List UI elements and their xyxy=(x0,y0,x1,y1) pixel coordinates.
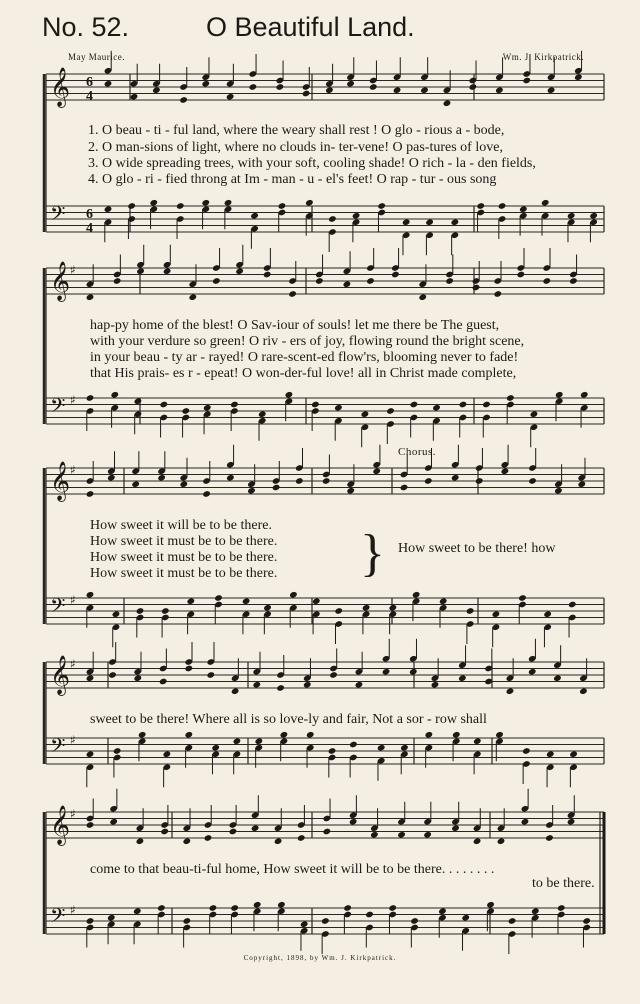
note-head xyxy=(163,750,172,758)
verse-line: 4. O glo - ri - fied throng at Im - man - u - el's feet! O rap - tur - ous song xyxy=(88,172,497,187)
note-head xyxy=(397,831,406,839)
note-head xyxy=(461,914,470,922)
note-head xyxy=(498,202,507,210)
chorus-line: How sweet it must be to be there. xyxy=(90,550,278,565)
note-head xyxy=(423,831,432,839)
note-head xyxy=(519,205,528,213)
note-head xyxy=(263,271,272,279)
note-head xyxy=(274,837,283,845)
note-head xyxy=(186,597,195,605)
note-head xyxy=(410,917,419,925)
note-head xyxy=(568,601,577,609)
note-head xyxy=(352,212,361,220)
note-head xyxy=(473,837,482,845)
note-head xyxy=(346,487,355,495)
note-head xyxy=(492,610,501,618)
note-head xyxy=(431,681,440,689)
note-head xyxy=(229,828,238,836)
note-head xyxy=(386,407,395,415)
note-head xyxy=(452,731,461,739)
note-head xyxy=(543,610,552,618)
note-head xyxy=(289,591,298,599)
note-head xyxy=(542,277,551,285)
note-head xyxy=(451,474,460,482)
note-head xyxy=(517,271,526,279)
note-head xyxy=(445,277,454,285)
note-head xyxy=(402,218,411,226)
note-head xyxy=(179,480,188,488)
note-head xyxy=(86,293,95,301)
note-head xyxy=(209,904,218,912)
note-head xyxy=(459,401,468,409)
note-head xyxy=(343,904,352,912)
note-head xyxy=(372,467,381,475)
note-head xyxy=(475,477,484,485)
note-head xyxy=(226,474,235,482)
note-head xyxy=(361,410,370,418)
note-head xyxy=(355,681,364,689)
note-head xyxy=(242,597,251,605)
note-head xyxy=(541,199,550,207)
note-head xyxy=(302,90,311,98)
note-head xyxy=(203,404,212,412)
lyricist-credit: May Maurice. xyxy=(68,52,125,62)
note-head xyxy=(393,86,402,94)
sharp-icon: ♯ xyxy=(70,733,76,747)
note-head xyxy=(531,907,540,915)
note-head xyxy=(325,86,334,94)
note-head xyxy=(321,917,330,925)
note-head xyxy=(506,394,515,402)
treble-clef-icon: 𝄞 xyxy=(50,655,71,695)
note-head xyxy=(530,410,539,418)
note-head xyxy=(249,83,258,91)
note-head xyxy=(113,747,122,755)
note-head xyxy=(521,818,530,826)
bass-clef-icon: 𝄢 xyxy=(50,394,66,422)
note-head xyxy=(104,205,113,213)
echo-line: to be there. xyxy=(532,876,595,891)
note-head xyxy=(409,668,418,676)
note-head xyxy=(458,674,467,682)
note-head xyxy=(136,267,145,275)
note-head xyxy=(473,737,482,745)
note-head xyxy=(315,277,324,285)
note-head xyxy=(280,731,289,739)
note-head xyxy=(547,86,556,94)
note-head xyxy=(377,744,386,752)
treble-clef-icon: 𝄞 xyxy=(50,461,71,501)
note-head xyxy=(297,834,306,842)
note-head xyxy=(86,674,95,682)
note-head xyxy=(212,277,221,285)
verse-line: with your verdure so green! O riv - ers of joy, flowing round the bright scene, xyxy=(90,334,525,349)
chorus-label: Chorus. xyxy=(398,446,437,458)
note-head xyxy=(86,750,95,758)
note-head xyxy=(188,293,197,301)
note-head xyxy=(247,487,256,495)
note-head xyxy=(443,99,452,107)
note-head xyxy=(258,410,267,418)
time-signature: 4 xyxy=(86,89,93,104)
chorus-refrain: How sweet to be there! how xyxy=(398,541,556,556)
note-head xyxy=(425,731,434,739)
note-head xyxy=(108,671,117,679)
note-head xyxy=(86,394,95,402)
note-head xyxy=(554,487,563,495)
note-head xyxy=(288,290,297,298)
note-head xyxy=(157,904,166,912)
note-head xyxy=(400,744,409,752)
treble-clef-icon: 𝄞 xyxy=(50,805,71,845)
note-head xyxy=(255,737,264,745)
note-head xyxy=(432,404,441,412)
note-head xyxy=(235,267,244,275)
note-head xyxy=(131,480,140,488)
note-head xyxy=(334,607,343,615)
note-head xyxy=(107,914,116,922)
note-head xyxy=(183,917,192,925)
note-head xyxy=(204,834,213,842)
note-head xyxy=(201,199,210,207)
note-head xyxy=(439,597,448,605)
time-signature: 4 xyxy=(86,221,93,236)
note-head xyxy=(161,607,170,615)
hymn-title: O Beautiful Land. xyxy=(206,12,415,42)
bass-clef-icon: 𝄢 xyxy=(50,734,66,762)
note-head xyxy=(366,277,375,285)
staff-lines xyxy=(46,738,604,764)
note-head xyxy=(579,687,588,695)
note-head xyxy=(160,828,169,836)
note-head xyxy=(528,668,537,676)
note-head xyxy=(305,199,314,207)
note-head xyxy=(211,744,220,752)
note-head xyxy=(272,484,281,492)
note-head xyxy=(184,665,193,673)
chorus-line: come to that beau-ti-ful home, How sweet it will be to be there. . . . . . . . xyxy=(90,862,495,877)
note-head xyxy=(553,674,562,682)
note-head xyxy=(136,837,145,845)
note-head xyxy=(469,83,478,91)
note-head xyxy=(418,293,427,301)
verse-line: 1. O beau - ti - ful land, where the weary shall rest ! O glo - rious a - bode, xyxy=(88,123,505,138)
bass-clef-icon: 𝄢 xyxy=(50,904,66,932)
note-head xyxy=(334,404,343,412)
note-head xyxy=(112,610,121,618)
note-head xyxy=(522,747,531,755)
note-head xyxy=(159,401,168,409)
note-head xyxy=(569,277,578,285)
note-head xyxy=(107,474,116,482)
note-head xyxy=(163,267,172,275)
note-head xyxy=(451,824,460,832)
note-head xyxy=(185,731,194,739)
verse-line: that His prais- es r - epeat! O won-der-ful love! all in Christ made complete, xyxy=(90,366,517,381)
sharp-icon: ♯ xyxy=(70,807,76,821)
note-head xyxy=(493,290,502,298)
treble-clef-icon: 𝄞 xyxy=(50,261,71,301)
note-head xyxy=(482,401,491,409)
note-head xyxy=(388,904,397,912)
chorus-line: How sweet it must be to be there. xyxy=(90,566,278,581)
note-head xyxy=(136,607,145,615)
note-head xyxy=(157,474,166,482)
note-head xyxy=(311,401,320,409)
note-head xyxy=(181,407,190,415)
note-head xyxy=(349,741,358,749)
note-head xyxy=(580,391,589,399)
note-head xyxy=(110,391,119,399)
note-head xyxy=(127,202,136,210)
note-head xyxy=(400,484,409,492)
note-head xyxy=(278,202,287,210)
note-head xyxy=(328,215,337,223)
note-head xyxy=(138,731,147,739)
staff-lines xyxy=(46,662,604,688)
note-head xyxy=(230,904,239,912)
sharp-icon: ♯ xyxy=(70,657,76,671)
note-head xyxy=(497,837,506,845)
note-head xyxy=(370,831,379,839)
note-head xyxy=(231,687,240,695)
hymn-number: No. 52. xyxy=(42,12,130,42)
note-head xyxy=(328,747,337,755)
verse-bracket: } xyxy=(360,525,385,582)
verse-line: in your beau - ty ar - rayed! O rare-scent-ed flow'rs, blooming never to fade! xyxy=(90,350,519,365)
note-head xyxy=(472,284,481,292)
note-head xyxy=(276,83,285,91)
verse-line: 2. O man-sions of light, where no clouds in- ter-vene! O pas-tures of love, xyxy=(88,140,503,155)
note-head xyxy=(569,750,578,758)
note-head xyxy=(104,80,113,88)
note-head xyxy=(159,678,168,686)
note-head xyxy=(323,828,332,836)
note-head xyxy=(230,401,239,409)
note-head xyxy=(252,681,261,689)
note-head xyxy=(322,477,331,485)
copyright-notice: Copyright, 1898, by Wm. J. Kirkpatrick. xyxy=(243,954,397,962)
note-head xyxy=(424,477,433,485)
chorus-line: How sweet it must be to be there. xyxy=(90,534,278,549)
note-head xyxy=(86,591,95,599)
note-head xyxy=(377,202,386,210)
note-head xyxy=(508,917,517,925)
note-head xyxy=(476,202,485,210)
note-head xyxy=(206,671,215,679)
note-head xyxy=(176,202,185,210)
note-head xyxy=(420,86,429,94)
note-head xyxy=(295,477,304,485)
note-head xyxy=(410,401,419,409)
sharp-icon: ♯ xyxy=(70,903,76,917)
note-head xyxy=(391,271,400,279)
note-head xyxy=(149,199,158,207)
note-head xyxy=(86,821,95,829)
note-head xyxy=(518,594,527,602)
composer-credit: Wm. J. Kirkpatrick. xyxy=(502,52,584,62)
note-head xyxy=(425,218,434,226)
note-head xyxy=(113,277,122,285)
treble-clef-icon: 𝄞 xyxy=(50,67,71,107)
bass-clef-icon: 𝄢 xyxy=(50,202,66,230)
sharp-icon: ♯ xyxy=(70,393,76,407)
note-head xyxy=(522,77,531,85)
note-head xyxy=(86,490,95,498)
verse-line: 3. O wide spreading trees, with your soft, cooling shade! O rich - la - den fields, xyxy=(88,156,536,171)
note-head xyxy=(582,917,591,925)
note-head xyxy=(486,901,495,909)
note-head xyxy=(263,604,272,612)
note-head xyxy=(202,490,211,498)
note-head xyxy=(506,687,515,695)
note-head xyxy=(369,83,378,91)
note-head xyxy=(574,73,583,81)
note-head xyxy=(555,391,564,399)
note-head xyxy=(589,212,598,220)
note-head xyxy=(349,818,358,826)
note-head xyxy=(329,671,338,679)
note-head xyxy=(251,824,260,832)
chorus-line: sweet to be there! Where all is so love-ly and fair, Not a sor - row shall xyxy=(90,712,487,727)
note-head xyxy=(545,834,554,842)
note-head xyxy=(365,911,374,919)
note-head xyxy=(214,594,223,602)
note-head xyxy=(528,477,537,485)
note-head xyxy=(183,837,192,845)
note-head xyxy=(276,684,285,692)
note-head xyxy=(201,80,210,88)
note-head xyxy=(495,86,504,94)
note-head xyxy=(412,591,421,599)
note-head xyxy=(133,674,142,682)
sharp-icon: ♯ xyxy=(70,593,76,607)
note-head xyxy=(109,818,118,826)
note-head xyxy=(152,86,161,94)
staff-lines xyxy=(46,398,604,424)
note-head xyxy=(250,212,259,220)
note-head xyxy=(451,218,460,226)
note-head xyxy=(133,907,142,915)
note-head xyxy=(343,280,352,288)
note-head xyxy=(306,731,315,739)
note-head xyxy=(389,604,398,612)
note-head xyxy=(86,917,95,925)
note-head xyxy=(134,397,143,405)
note-head xyxy=(179,96,188,104)
note-head xyxy=(466,607,475,615)
note-head xyxy=(346,80,355,88)
note-head xyxy=(577,480,586,488)
sharp-icon: ♯ xyxy=(70,263,76,277)
note-head xyxy=(300,920,309,928)
note-head xyxy=(303,681,312,689)
note-head xyxy=(226,93,235,101)
sharp-icon: ♯ xyxy=(70,463,76,477)
note-head xyxy=(546,750,555,758)
note-head xyxy=(382,668,391,676)
note-head xyxy=(253,901,262,909)
note-head xyxy=(277,901,286,909)
note-head xyxy=(557,904,566,912)
note-head xyxy=(438,907,447,915)
note-head xyxy=(567,818,576,826)
chorus-line: How sweet it will be to be there. xyxy=(90,518,272,533)
note-head xyxy=(285,391,294,399)
note-head xyxy=(233,737,242,745)
note-head xyxy=(224,199,233,207)
bass-clef-icon: 𝄢 xyxy=(50,594,66,622)
note-head xyxy=(567,212,576,220)
verse-line: hap-py home of the blest! O Sav-iour of souls! let me there be The guest, xyxy=(90,318,500,333)
note-head xyxy=(130,93,139,101)
note-head xyxy=(362,604,371,612)
time-signature: 6 xyxy=(86,75,93,90)
time-signature: 6 xyxy=(86,207,93,222)
note-head xyxy=(495,731,504,739)
staff-lines xyxy=(46,598,604,624)
note-head xyxy=(501,467,510,475)
note-head xyxy=(312,597,321,605)
